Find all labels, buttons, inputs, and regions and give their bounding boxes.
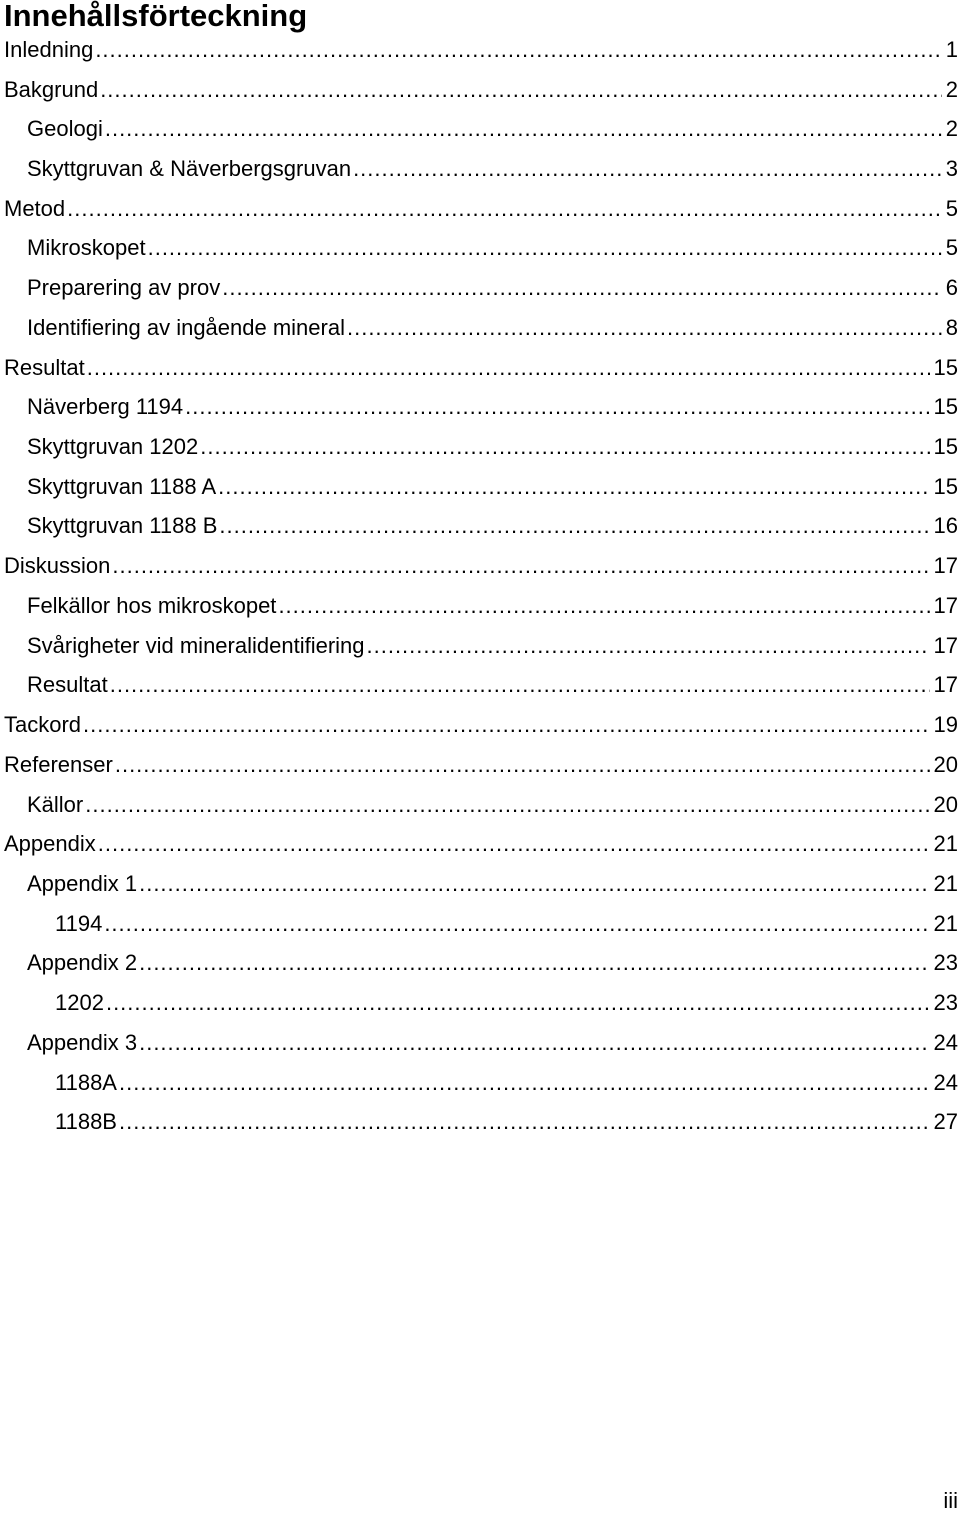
toc-entry[interactable]	[0, 944, 960, 984]
toc-dot-leader	[112, 553, 929, 579]
toc-entry[interactable]	[0, 864, 960, 904]
toc-entry-page: 6	[945, 275, 958, 301]
toc-entry[interactable]	[0, 586, 960, 626]
toc-entry-label: 1202	[55, 990, 104, 1016]
toc-entry-page: 15	[933, 434, 958, 460]
toc-entry-label: Felkällor hos mikroskopet	[27, 592, 277, 618]
toc-entry-label: Metod	[4, 195, 66, 221]
toc-dot-leader	[222, 275, 942, 301]
toc-entry-page: 5	[945, 235, 958, 261]
toc-entry-page: 17	[933, 553, 958, 579]
toc-entry-label: Referenser	[4, 751, 113, 777]
toc-entry[interactable]	[0, 745, 960, 785]
toc-entry-label: Appendix	[4, 831, 96, 857]
toc-entry-page: 15	[933, 473, 958, 499]
toc-entry[interactable]	[0, 467, 960, 507]
toc-entry[interactable]	[0, 546, 960, 586]
toc-entry-label: Skyttgruvan 1188 A	[27, 473, 217, 499]
toc-entry-label: Preparering av prov	[27, 275, 221, 301]
toc-entry-page: 20	[933, 751, 958, 777]
toc-dot-leader	[67, 196, 942, 222]
toc-dot-leader	[119, 1070, 930, 1096]
toc-entry-page: 17	[933, 672, 958, 698]
toc-dot-leader	[278, 593, 929, 619]
toc-dot-leader	[110, 672, 930, 698]
toc-entry[interactable]	[0, 229, 960, 269]
toc-entry-page: 19	[933, 712, 958, 738]
toc-dot-leader	[185, 394, 929, 420]
toc-entry-page: 2	[945, 116, 958, 142]
toc-entry-label: Diskussion	[4, 553, 111, 579]
toc-entry-label: Näverberg 1194	[27, 394, 184, 420]
toc-entry[interactable]	[0, 149, 960, 189]
toc-entry[interactable]	[0, 268, 960, 308]
toc-entry-label: Identifiering av ingående mineral	[27, 314, 345, 340]
toc-entry[interactable]	[0, 666, 960, 706]
toc-entry[interactable]	[0, 1023, 960, 1063]
toc-entry-page: 27	[933, 1109, 958, 1135]
toc-dot-leader	[353, 156, 942, 182]
toc-dot-leader	[104, 911, 929, 937]
toc-entry-page: 21	[933, 870, 958, 896]
toc-entry-label: Resultat	[27, 672, 108, 698]
toc-entry-page: 8	[945, 314, 958, 340]
toc-entry[interactable]	[0, 70, 960, 110]
toc-entry-label: Appendix 2	[27, 950, 138, 976]
toc-entry[interactable]	[0, 109, 960, 149]
toc-dot-leader	[139, 1030, 929, 1056]
toc-entry-label: 1194	[55, 910, 103, 936]
table-of-contents	[0, 30, 960, 1142]
toc-entry-page: 20	[933, 791, 958, 817]
toc-entry-page: 16	[933, 513, 958, 539]
toc-entry-page: 5	[945, 195, 958, 221]
page-number: iii	[943, 1488, 958, 1513]
toc-entry[interactable]	[0, 705, 960, 745]
toc-dot-leader	[98, 831, 930, 857]
toc-entry[interactable]	[0, 785, 960, 825]
toc-entry-label: Källor	[27, 791, 84, 817]
toc-entry-page: 23	[933, 950, 958, 976]
toc-dot-leader	[105, 116, 942, 142]
toc-entry[interactable]	[0, 626, 960, 666]
toc-entry-label: Bakgrund	[4, 76, 99, 102]
toc-dot-leader	[115, 752, 930, 778]
toc-entry-page: 1	[945, 36, 958, 62]
toc-entry[interactable]	[0, 1102, 960, 1142]
toc-entry-label: Mikroskopet	[27, 235, 146, 261]
toc-entry-page: 17	[933, 592, 958, 618]
toc-entry[interactable]	[0, 348, 960, 388]
toc-entry[interactable]	[0, 387, 960, 427]
toc-entry[interactable]	[0, 189, 960, 229]
toc-entry-label: Inledning	[4, 36, 94, 62]
toc-dot-leader	[95, 37, 941, 63]
toc-entry-page: 3	[945, 156, 958, 182]
toc-entry[interactable]	[0, 308, 960, 348]
toc-entry-label: Appendix 1	[27, 870, 138, 896]
toc-dot-leader	[218, 474, 929, 500]
toc-entry-page: 17	[933, 632, 958, 658]
toc-entry-label: 1188B	[55, 1109, 117, 1135]
toc-dot-leader	[119, 1109, 930, 1135]
toc-dot-leader	[219, 513, 929, 539]
toc-dot-leader	[85, 792, 929, 818]
toc-dot-leader	[200, 434, 929, 460]
toc-entry-page: 15	[933, 394, 958, 420]
toc-entry-page: 23	[933, 990, 958, 1016]
toc-dot-leader	[100, 77, 942, 103]
toc-entry-label: Skyttgruvan 1202	[27, 434, 199, 460]
toc-entry-page: 15	[933, 354, 958, 380]
toc-entry-label: Svårigheter vid mineralidentifiering	[27, 632, 365, 658]
toc-entry-label: Skyttgruvan & Näverbergsgruvan	[27, 156, 352, 182]
toc-entry[interactable]	[0, 427, 960, 467]
toc-entry[interactable]	[0, 1063, 960, 1103]
toc-dot-leader	[139, 871, 929, 897]
toc-entry-label: Appendix 3	[27, 1029, 138, 1055]
toc-entry-label: Geologi	[27, 116, 103, 142]
toc-entry-page: 21	[933, 831, 958, 857]
toc-dot-leader	[367, 633, 930, 659]
toc-entry-page: 24	[933, 1029, 958, 1055]
toc-entry-label: 1188A	[55, 1069, 117, 1095]
toc-entry[interactable]	[0, 904, 960, 944]
toc-dot-leader	[83, 712, 929, 738]
toc-entry[interactable]	[0, 507, 960, 547]
toc-dot-leader	[347, 315, 942, 341]
toc-entry-label: Skyttgruvan 1188 B	[27, 513, 218, 539]
toc-entry[interactable]	[0, 824, 960, 864]
toc-dot-leader	[106, 990, 930, 1016]
toc-entry[interactable]	[0, 30, 960, 70]
toc-dot-leader	[139, 950, 929, 976]
toc-dot-leader	[148, 235, 942, 261]
toc-entry-label: Resultat	[4, 354, 85, 380]
toc-dot-leader	[87, 355, 930, 381]
toc-entry-page: 2	[945, 76, 958, 102]
toc-entry-page: 21	[933, 910, 958, 936]
toc-entry[interactable]	[0, 983, 960, 1023]
page-title: Innehållsförteckning	[4, 0, 308, 33]
toc-entry-label: Tackord	[4, 712, 82, 738]
toc-entry-page: 24	[933, 1069, 958, 1095]
